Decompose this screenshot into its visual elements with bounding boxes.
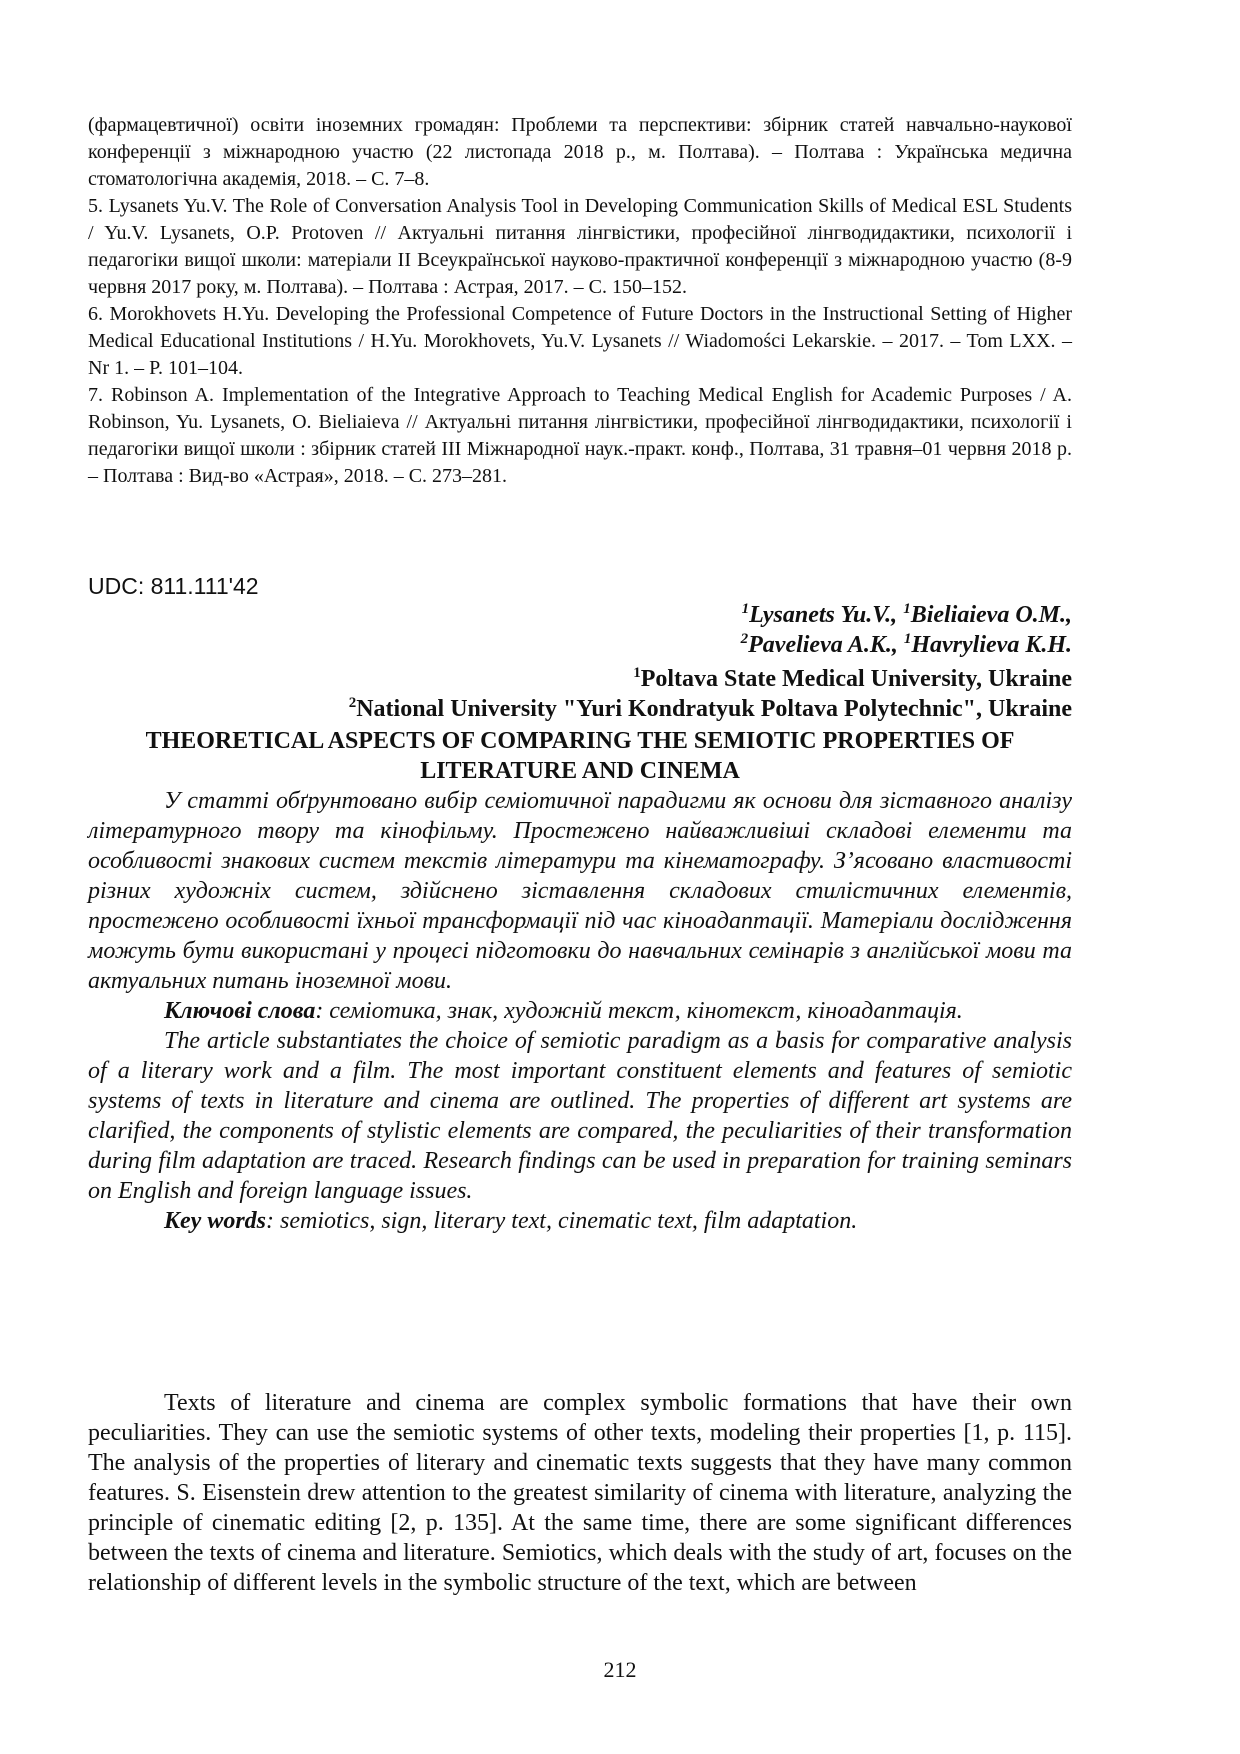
author-name: Pavelieva A.K., [748, 632, 904, 658]
abstract-english: The article substantiates the choice of semiotic paradigm as a basis for comparative analysis of a literary work and a film. The most important constituent elements and features of semiotic systems of texts in literature and cinema are outlined. The properties of different art systems are clarified, the components of stylistic elements are compared, the peculiarities of their transformation during film adaptation are traced. Research findings can be used in preparation for training seminars on English and foreign language issues. [88, 1028, 1072, 1204]
keywords-text: : семіотика, знак, художній текст, кінотекст, кіноадаптація. [315, 998, 963, 1024]
affiliation-name: Poltava State Medical University, Ukraine [640, 666, 1072, 692]
affiliation-marker: 1 [903, 631, 912, 647]
page-number: 212 [603, 1657, 637, 1682]
author-name: Lysanets Yu.V., [749, 602, 904, 628]
affiliation-marker: 1 [903, 601, 911, 617]
affiliation-marker: 2 [348, 695, 357, 711]
body-paragraph: Texts of literature and cinema are complex symbolic formations that have their own peculiarities. They can use the semiotic systems of other texts, modeling their properties [1, p. 115]. The analysis of the properties of literary and cinematic texts suggests that they have many common features. S. Eisenstein drew attention to the greatest similarity of cinema with literature, analyzing the principle of cinematic editing [2, p. 135]. At the same time, there are some significant differences between the texts of cinema and literature. Semiotics, which deals with the study of art, focuses on the relationship of different levels in the symbolic structure of the text, which are between [88, 1390, 1072, 1596]
keywords-label: Key words [164, 1208, 266, 1234]
reference-item: 7. Robinson A. Implementation of the Integrative Approach to Teaching Medical English for Academic Purposes / A. Robinson, Yu. Lysanets, O. Bieliaieva // Актуальні питання лінгвістики, професійної лінгводидактики, психології і педагогіки вищої школи : збірник статей III Міжнародної наук.-практ. конф., Полтава, 31 травня–01 червня 2018 р. – Полтава : Вид-во «Астрая», 2018. – С. 273–281. [88, 384, 1072, 487]
author-line [372, 630, 1072, 660]
affiliation-line [172, 694, 1072, 724]
abstract-ukrainian: У статті обґрунтовано вибір семіотичної парадигми як основи для зіставного аналізу літературного твору та кінофільму. Простежено найважливіші складові елементи та особливості знакових систем текстів літератури та кінематографу. З’ясовано властивості різних художніх систем, здійснено зіставлення складових стилістичних елементів, простежено особливості їхньої трансформації під час кіноадаптації. Матеріали дослідження можуть бути використані у процесі підготовки до навчальних семінарів з англійської мови та актуальних питань іноземної мови. [88, 788, 1072, 994]
udc-code: UDC: 811.111'42 [88, 573, 259, 599]
keywords-label: Ключові слова [164, 998, 316, 1024]
body-text [88, 1388, 1072, 1598]
reference-item: 6. Morokhovets H.Yu. Developing the Professional Competence of Future Doctors in the Instructional Setting of Higher Medical Educational Institutions / H.Yu. Morokhovets, Yu.V. Lysanets // Wiadomości Lekarskie. – 2017. – Tom LXX. – Nr 1. – P. 101–104. [88, 303, 1072, 379]
author-name: Havrylieva K.H. [911, 632, 1072, 658]
author-list [372, 600, 1072, 660]
affiliation-marker: 1 [633, 665, 641, 681]
article-title: THEORETICAL ASPECTS OF COMPARING THE SEMIOTIC PROPERTIES OF LITERATURE AND CINEMA [145, 728, 1015, 784]
reference-item: (фармацевтичної) освіти іноземних громадян: Проблеми та перспективи: збірник статей навчально-наукової конференції з міжнародною участю (22 листопада 2018 р., м. Полтава). – Полтава : Українська медична стоматологічна академія, 2018. – С. 7–8. [88, 114, 1072, 190]
author-name: Bieliaieva O.M., [910, 602, 1072, 628]
reference-list [88, 112, 1072, 490]
affiliation-line [172, 664, 1072, 694]
affiliation-marker: 2 [740, 631, 749, 647]
affiliation-list [172, 664, 1072, 724]
keywords-text: : semiotics, sign, literary text, cinematic text, film adaptation. [266, 1208, 858, 1234]
author-line [372, 600, 1072, 630]
affiliation-marker: 1 [741, 601, 750, 617]
reference-item: 5. Lysanets Yu.V. The Role of Conversation Analysis Tool in Developing Communication Skills of Medical ESL Students / Yu.V. Lysanets, O.P. Protoven // Актуальні питання лінгвістики, професійної лінгводидактики, психології і педагогіки вищої школи: матеріали II Всеукраїнської науково-практичної конференції з міжнародною участю (8-9 червня 2017 року, м. Полтава). – Полтава : Астрая, 2017. – С. 150–152. [88, 195, 1072, 298]
keywords-ukrainian [88, 996, 1072, 1026]
abstract-section [88, 786, 1072, 1236]
affiliation-name: National University "Yuri Kondratyuk Poltava Polytechnic", Ukraine [356, 696, 1072, 722]
keywords-english [88, 1206, 1072, 1236]
